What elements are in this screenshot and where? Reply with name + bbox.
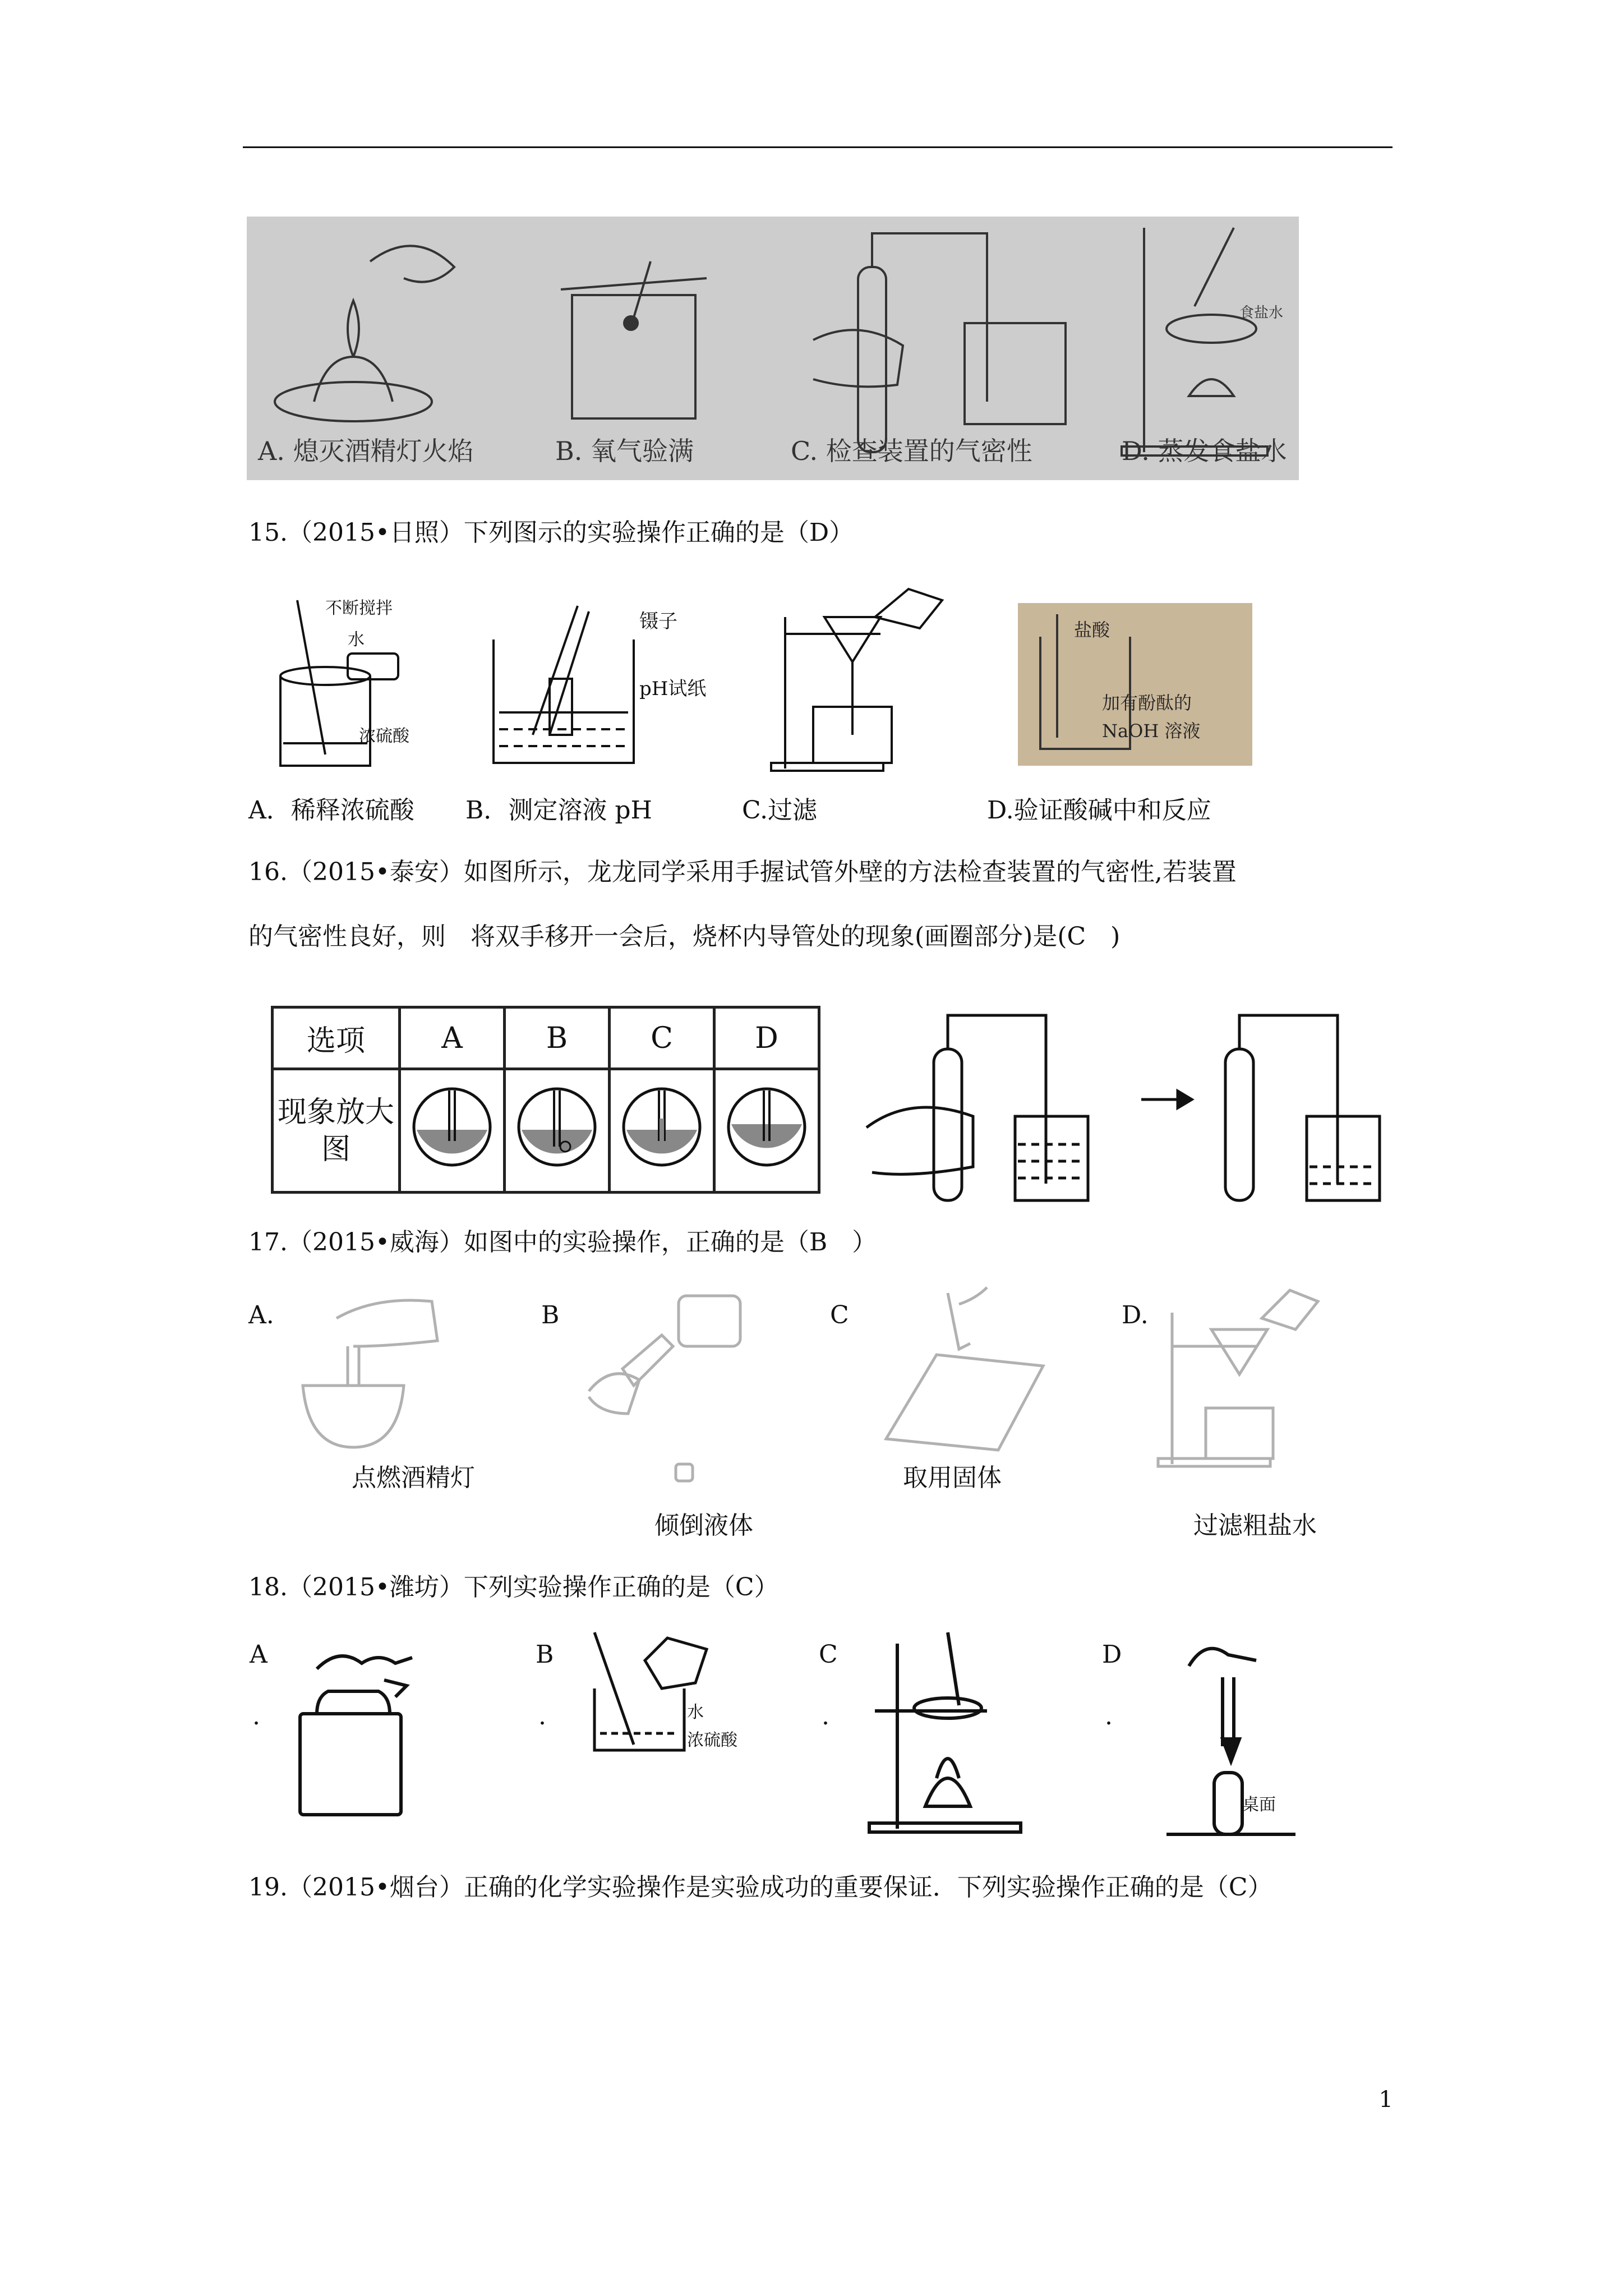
q16-circle-c xyxy=(610,1069,714,1193)
q18-b-label-water: 水 xyxy=(687,1703,704,1722)
q17-letter-a: A. xyxy=(248,1301,274,1329)
q14-figure xyxy=(247,217,1299,480)
q18-figure-a xyxy=(294,1635,418,1820)
q16-circle-b xyxy=(505,1069,610,1193)
q14-fig-label: 食盐水 xyxy=(1239,305,1284,321)
header-rule xyxy=(243,146,1393,148)
q15-b-label-tweezers: 镊子 xyxy=(639,610,677,633)
q15-option-b: B．测定溶液 pH xyxy=(465,796,652,825)
q16-text-line2: 的气密性良好，则 将双手移开一会后，烧杯内导管处的现象(画圈部分)是(C ) xyxy=(248,922,1121,951)
q14-option-b: B. 氧气验满 xyxy=(555,436,694,466)
q15-figure-c xyxy=(768,583,953,774)
q18-letter-c: C xyxy=(819,1640,838,1669)
q16-table-row-label: 现象放大图 xyxy=(273,1069,400,1193)
q17-caption-d: 过滤粗盐水 xyxy=(1193,1511,1317,1540)
q17-text: 17.（2015•威海）如图中的实验操作，正确的是（B ） xyxy=(248,1228,877,1257)
q17-letter-b: B xyxy=(541,1301,560,1329)
q16-table-header: 选项 xyxy=(273,1007,400,1069)
q16-apparatus-figure xyxy=(866,999,1394,1206)
q17-caption-c: 取用固体 xyxy=(903,1464,1002,1492)
q15-option-a: A．稀释浓硫酸 xyxy=(248,796,414,825)
q15-figure-b xyxy=(488,595,735,774)
q18-dot-d: . xyxy=(1105,1702,1113,1731)
q17-figure-d xyxy=(1155,1285,1324,1475)
q14-option-a: A. 熄灭酒精灯火焰 xyxy=(258,436,474,466)
q16-table-option-c: C xyxy=(610,1007,714,1069)
q17-figure-a xyxy=(286,1285,454,1453)
q17-caption-a: 点燃酒精灯 xyxy=(352,1464,475,1492)
q18-dot-c: . xyxy=(822,1702,829,1731)
q15-figure-a xyxy=(264,592,449,777)
q15-b-label-ph-paper: pH试纸 xyxy=(639,678,707,700)
q18-figure-c xyxy=(864,1627,1026,1834)
q17-caption-b: 倾倒液体 xyxy=(654,1511,753,1540)
q18-figure-b xyxy=(583,1627,740,1761)
q14-option-c: C. 检查装置的气密性 xyxy=(791,436,1032,466)
q15-a-label-acid: 浓硫酸 xyxy=(359,726,409,746)
q15-figure-d xyxy=(1018,603,1252,766)
q16-table-option-b: B xyxy=(505,1007,610,1069)
q16-table-option-d: D xyxy=(714,1007,819,1069)
q15-a-label-stir: 不断搅拌 xyxy=(325,599,393,618)
q16-text-line1: 16.（2015•泰安）如图所示，龙龙同学采用手握试管外壁的方法检查装置的气密性,若装置 xyxy=(248,858,1237,886)
q14-option-d: D. 蒸发食盐水 xyxy=(1122,436,1287,466)
q18-dot-a: . xyxy=(252,1702,260,1731)
q18-letter-b: B xyxy=(536,1640,554,1669)
q16-circle-d xyxy=(714,1069,819,1193)
q15-text: 15.（2015•日照）下列图示的实验操作正确的是（D） xyxy=(248,518,854,547)
q18-d-label-desk: 桌面 xyxy=(1242,1795,1276,1815)
q18-text: 18.（2015•潍坊）下列实验操作正确的是（C） xyxy=(248,1573,779,1602)
q18-dot-b: . xyxy=(538,1702,546,1731)
q16-circle-a xyxy=(400,1069,505,1193)
q15-d-label-2: NaOH 溶液 xyxy=(1102,720,1201,742)
q18-letter-d: D xyxy=(1102,1640,1122,1669)
q15-d-label-1: 加有酚酞的 xyxy=(1102,692,1192,714)
q16-table-option-a: A xyxy=(400,1007,505,1069)
q18-b-label-acid: 浓硫酸 xyxy=(687,1731,737,1750)
q17-letter-c: C xyxy=(830,1301,849,1329)
q19-text: 19.（2015•烟台）正确的化学实验操作是实验成功的重要保证．下列实验操作正确的是（C） xyxy=(248,1873,1272,1902)
q17-figure-c xyxy=(875,1282,1054,1461)
page-number: 1 xyxy=(1378,2087,1393,2113)
q17-figure-b xyxy=(578,1285,757,1487)
q15-option-d: D.验证酸碱中和反应 xyxy=(987,796,1211,825)
q16-option-table xyxy=(271,1006,820,1194)
q15-a-label-water: 水 xyxy=(348,630,365,650)
q15-d-label-hcl: 盐酸 xyxy=(1074,619,1110,641)
q18-figure-d xyxy=(1161,1632,1301,1840)
q15-option-c: C.过滤 xyxy=(742,796,818,825)
q18-letter-a: A xyxy=(250,1640,268,1669)
q17-letter-d: D. xyxy=(1122,1301,1149,1329)
